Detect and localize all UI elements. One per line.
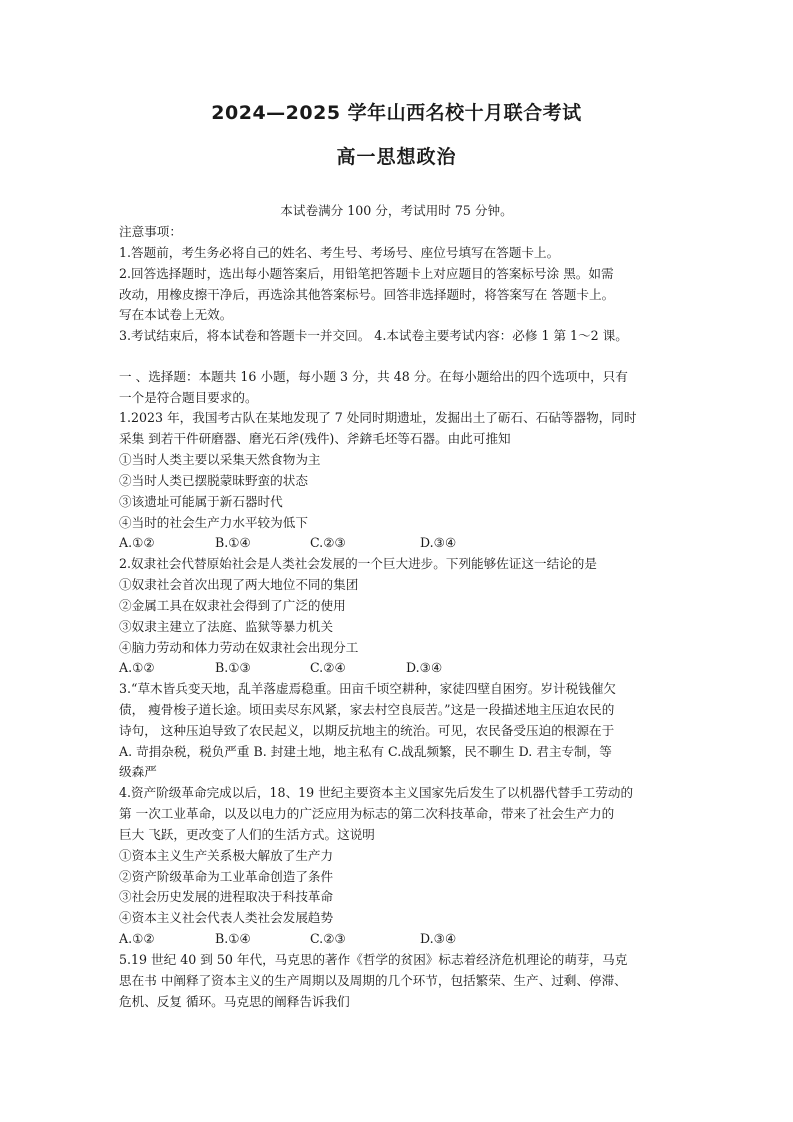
q5-stem-line-3: 危机、反复 循环。马克思的阐释告诉我们 xyxy=(119,994,350,1009)
q3-options-line-2: 级森严 xyxy=(119,764,157,779)
note-3: 3.考试结束后，将本试卷和答题卡一并交回。 4.本试卷主要考试内容：必修 1 第 1～2 课。 xyxy=(119,328,628,343)
q2-statement-1: ①奴隶社会首次出现了两大地位不同的集团 xyxy=(119,577,359,592)
q2-option-d[interactable]: D.③④ xyxy=(406,660,443,675)
q2-statement-2: ②金属工具在奴隶社会得到了广泛的使用 xyxy=(119,598,346,613)
q4-option-d[interactable]: D.③④ xyxy=(420,931,457,946)
q2-option-c[interactable]: C.②④ xyxy=(310,660,346,675)
notes-heading: 注意事项： xyxy=(119,224,182,239)
q4-stem-line-3: 巨大 飞跃，更改变了人们的生活方式。这说明 xyxy=(119,827,375,842)
q4-option-a[interactable]: A.①② xyxy=(119,931,155,946)
q3-stem-line-2: 债， 瘦骨梭子道长途。顷田卖尽东风紧，家去村空良辰苦。”这是一段描述地主压迫农民的 xyxy=(119,702,615,717)
q1-statement-4: ④当时的社会生产力水平较为低下 xyxy=(119,515,308,530)
q2-option-b[interactable]: B.①③ xyxy=(215,660,251,675)
q4-statement-4: ④资本主义社会代表人类社会发展趋势 xyxy=(119,910,334,925)
q2-stem-line-1: 2.奴隶社会代替原始社会是人类社会发展的一个巨大进步。下列能够佐证这一结论的是 xyxy=(119,556,597,571)
q1-option-d[interactable]: D.③④ xyxy=(420,535,457,550)
q4-statement-3: ③社会历史发展的进程取决于科技革命 xyxy=(119,889,334,904)
note-2-line-1: 2.回答选择题时，选出每小题答案后，用铅笔把答题卡上对应题目的答案标号涂 黑。如需 xyxy=(119,266,614,281)
q4-statement-1: ①资本主义生产关系极大解放了生产力 xyxy=(119,848,334,863)
q2-statement-3: ③奴隶主建立了法庭、监狱等暴力机关 xyxy=(119,619,334,634)
section-heading-line-2: 一个是符合题目要求的。 xyxy=(119,390,258,405)
exam-subject: 高一思想政治 xyxy=(336,146,457,168)
q4-stem-line-1: 4.资产阶级革命完成以后，18、19 世纪主要资本主义国家先后发生了以机器代替手工劳动的 xyxy=(119,785,634,800)
note-2-line-2: 改动，用橡皮擦干净后，再选涂其他答案标号。回答非选择题时，将答案写在 答题卡上。 xyxy=(119,287,615,302)
q3-options-line: A. 苛捐杂税，税负严重 B. 封建土地，地主私有 C.战乱频繁，民不聊生 D. 君主专制，等 xyxy=(119,744,612,759)
q4-option-c[interactable]: C.②③ xyxy=(310,931,346,946)
q5-stem-line-2: 思在书 中阐释了资本主义的生产周期以及周期的几个环节，包括繁荣、生产、过剩、停滞、 xyxy=(119,973,627,988)
exam-title: 2024—2025 学年山西名校十月联合考试 xyxy=(211,102,582,124)
q1-option-b[interactable]: B.①④ xyxy=(215,535,251,550)
q1-statement-2: ②当时人类已摆脱蒙昧野蛮的状态 xyxy=(119,473,308,488)
section-heading-line-1: 一 、选择题：本题共 16 小题，每小题 3 分，共 48 分。在每小题给出的四个选项中，只有 xyxy=(119,369,628,384)
q1-stem-line-1: 1.2023 年，我国考古队在某地发现了 7 处同时期遗址，发掘出土了砺石、石砧等器物，同时 xyxy=(119,410,637,425)
note-1: 1.答题前，考生务必将自己的姓名、考生号、考场号、座位号填写在答题卡上。 xyxy=(119,245,560,260)
q4-stem-line-2: 第 一次工业革命，以及以电力的广泛应用为标志的第二次科技革命，带来了社会生产力的 xyxy=(119,806,615,821)
q2-option-a[interactable]: A.①② xyxy=(119,660,155,675)
q4-statement-2: ②资产阶级革命为工业革命创造了条件 xyxy=(119,869,334,884)
note-2-line-3: 写在本试卷上无效。 xyxy=(119,307,233,322)
q1-stem-line-2: 采集 到若干件研磨器、磨光石斧(残件)、斧錛毛坯等石器。由此可推知 xyxy=(119,431,511,446)
q1-statement-1: ①当时人类主要以采集天然食物为主 xyxy=(119,452,321,467)
q1-option-a[interactable]: A.①② xyxy=(119,535,155,550)
q1-statement-3: ③该遗址可能属于新石器时代 xyxy=(119,494,283,509)
q4-option-b[interactable]: B.①④ xyxy=(215,931,251,946)
exam-info: 本试卷满分 100 分，考试用时 75 分钟。 xyxy=(280,203,513,218)
q2-statement-4: ④脑力劳动和体力劳动在奴隶社会出现分工 xyxy=(119,640,359,655)
q5-stem-line-1: 5.19 世纪 40 到 50 年代，马克思的著作《哲学的贫困》标志着经济危机理论的萌芽，马克 xyxy=(119,952,628,967)
q1-option-c[interactable]: C.②③ xyxy=(310,535,346,550)
q3-stem-line-3: 诗句， 这种压迫导致了农民起义，以期反抗地主的统治。可见，农民备受压迫的根源在于 xyxy=(119,723,615,738)
q3-stem-line-1: 3.“草木皆兵变天地，乱羊落虚焉稳重。田亩千顷空耕种，家徒四壁自困穷。岁计税钱催欠 xyxy=(119,681,617,696)
